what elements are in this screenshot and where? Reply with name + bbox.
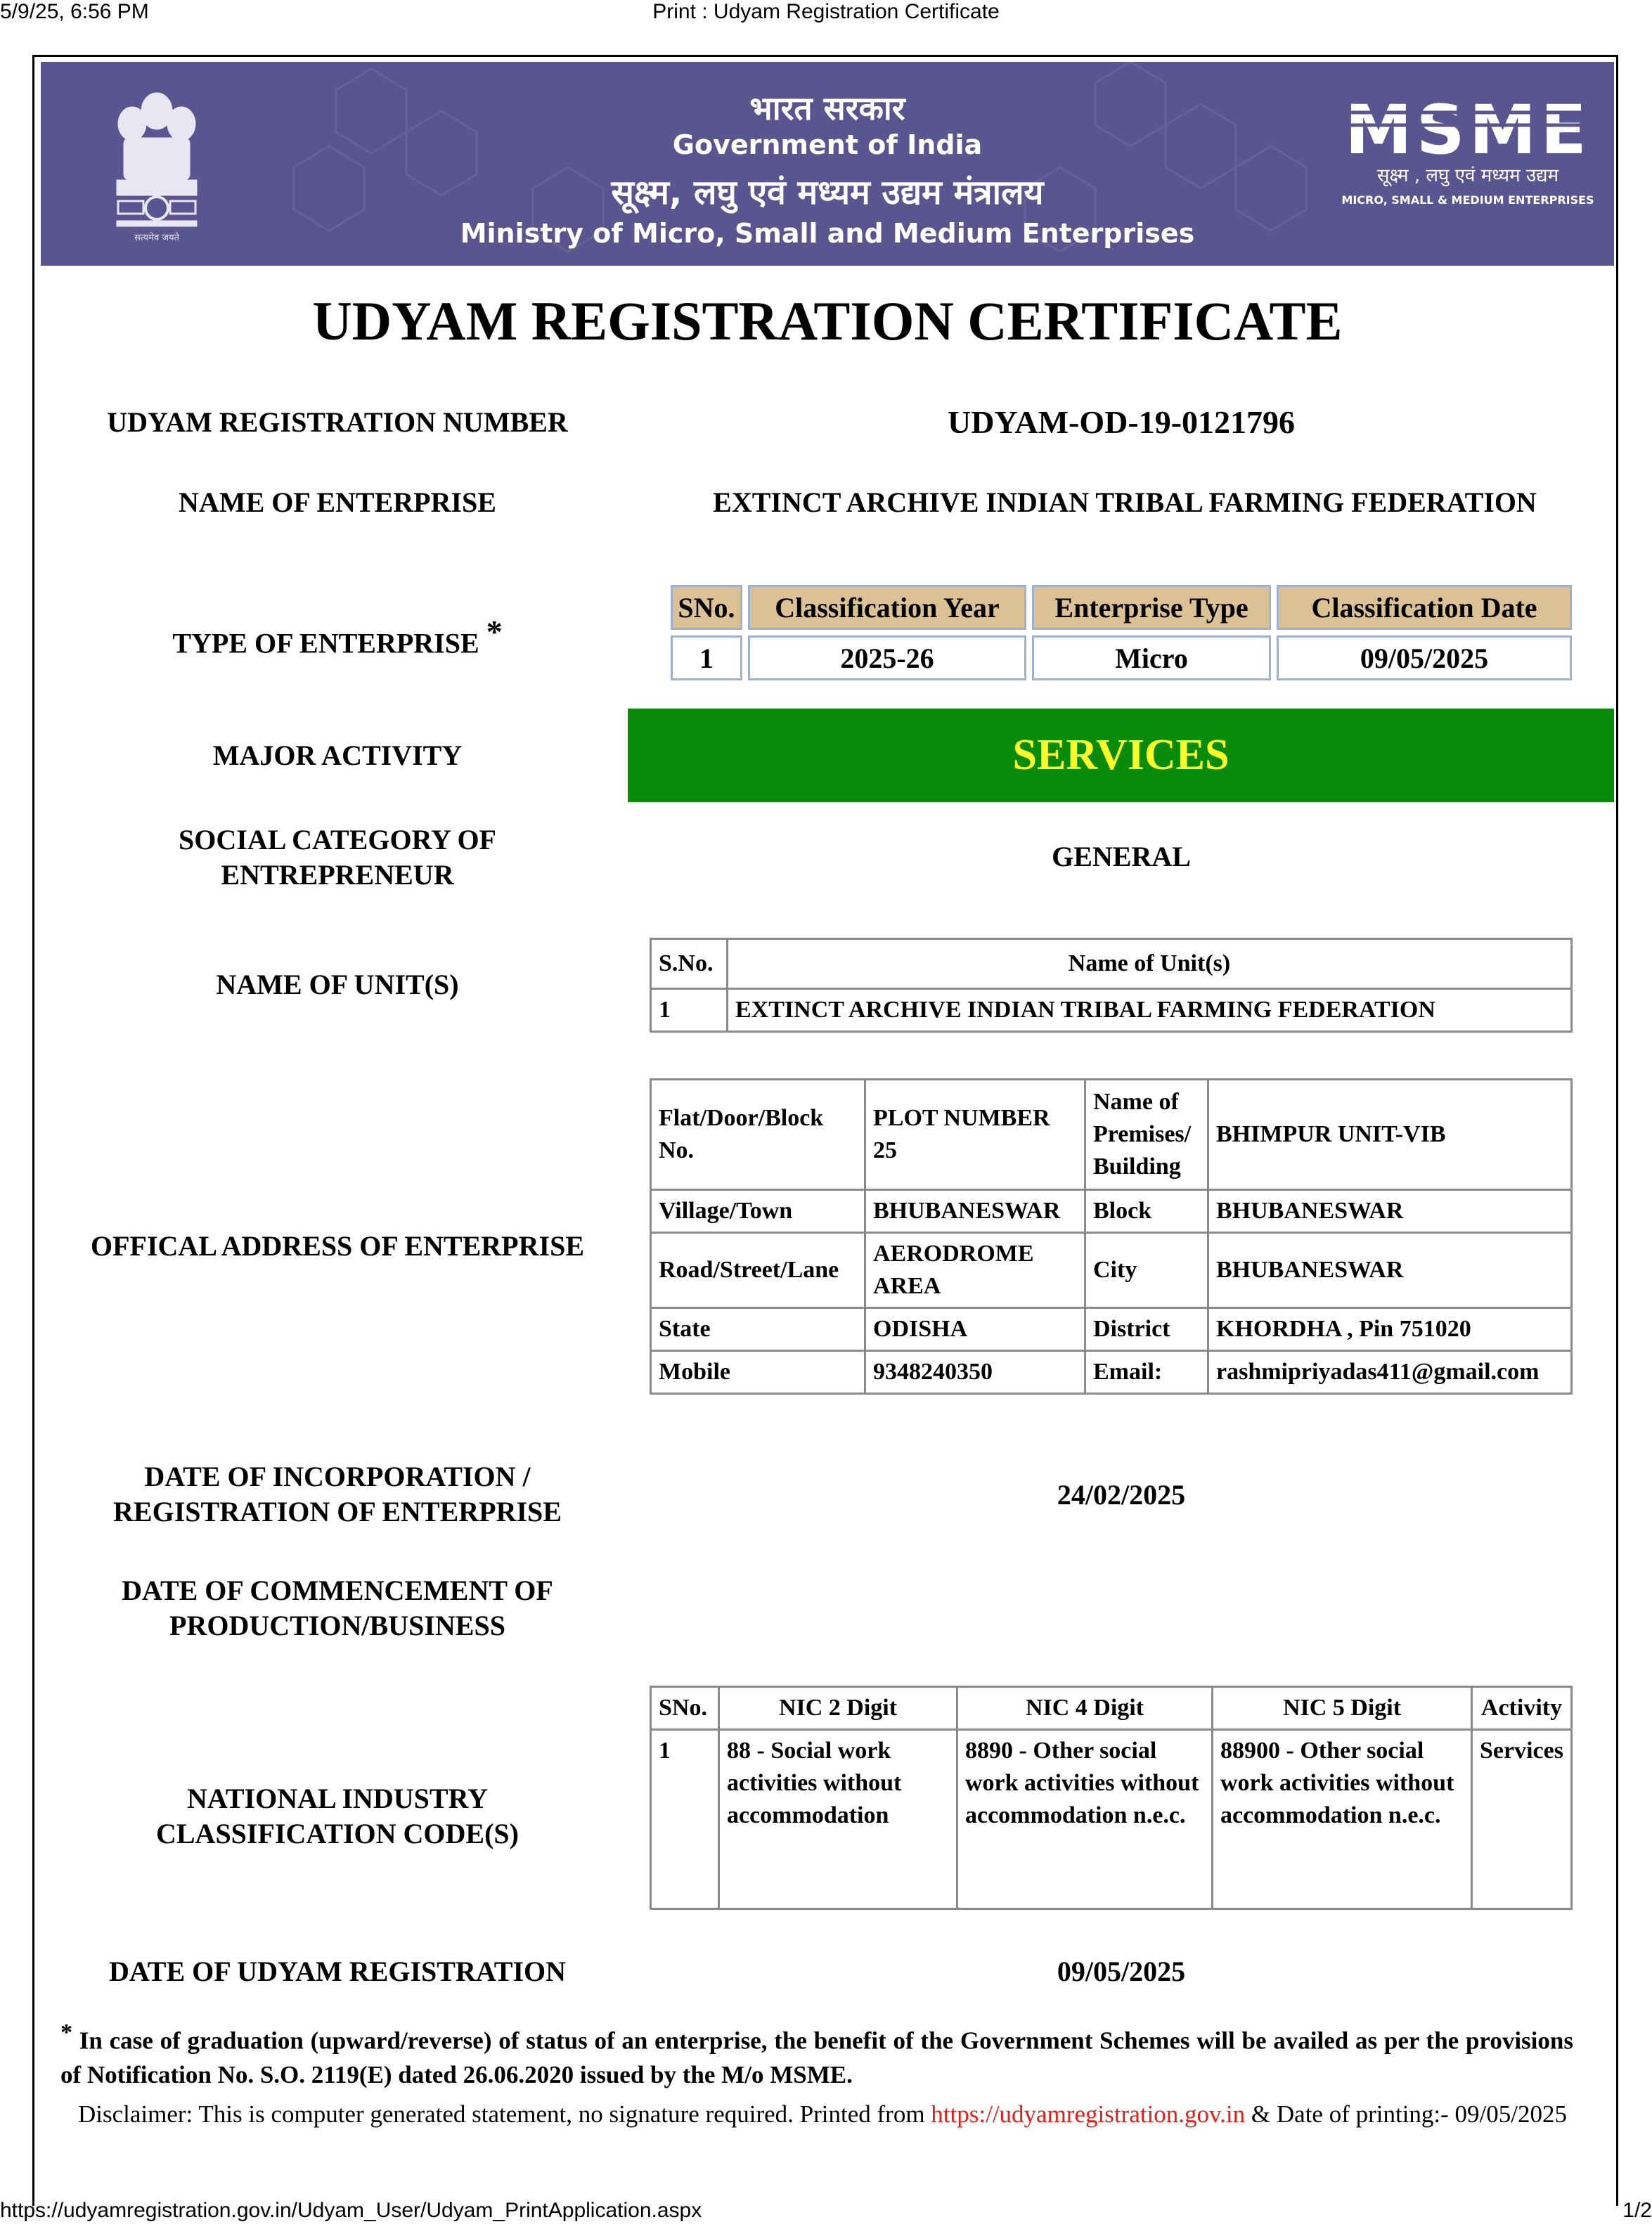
address-block-label: Block [1085, 1190, 1208, 1233]
commencement-label-line2: PRODUCTION/BUSINESS [169, 1610, 505, 1641]
nic-header-sno: SNo. [651, 1687, 719, 1730]
graduation-footnote [60, 2016, 1573, 2092]
type-cell-sno: 1 [671, 635, 742, 680]
type-header-sno: SNo. [671, 585, 742, 630]
msme-logo [1334, 80, 1601, 263]
nic-cell-activity: Services [1472, 1730, 1572, 1909]
address-label: OFFICAL ADDRESS OF ENTERPRISE [91, 1230, 584, 1262]
nic-label-line2: CLASSIFICATION CODE(S) [155, 1818, 519, 1849]
incorporation-date: 24/02/2025 [1057, 1479, 1186, 1511]
disclaimer-suffix: & Date of printing:- 09/05/2025 [1245, 2100, 1568, 2128]
units-cell-sno: 1 [651, 989, 728, 1032]
address-block-value: BHUBANESWAR [1208, 1190, 1572, 1233]
address-email-label: Email: [1085, 1351, 1208, 1394]
address-road-value: AERODROME AREA [865, 1233, 1085, 1308]
msme-logo-text: MSME [1345, 91, 1591, 169]
address-email-value: rashmipriyadas411@gmail.com [1208, 1351, 1572, 1394]
nic-cell-sno: 1 [651, 1730, 719, 1909]
address-mobile-value: 9348240350 [865, 1351, 1085, 1394]
print-footer [0, 2199, 1652, 2227]
footnote-text: In case of graduation (upward/reverse) of status of an enterprise, the benefit of the Government Schemes will be availed as per the provisions of Notification No. S.O. 2119(E) dated 26.06.2020 issued by the M/o MSME. [60, 2027, 1573, 2088]
type-header-date: Classification Date [1277, 585, 1572, 630]
address-premises-label: Name of Premises/ Building [1085, 1080, 1208, 1190]
commencement-label [49, 1573, 626, 1643]
table-row [651, 989, 1572, 1032]
address-flat-label: Flat/Door/Block No. [651, 1080, 865, 1190]
udyam-date-value: 09/05/2025 [1057, 1956, 1186, 1987]
incorporation-label-line2: REGISTRATION OF ENTERPRISE [113, 1496, 562, 1527]
nic-header-4digit: NIC 4 Digit [957, 1687, 1213, 1730]
address-district-value: KHORDHA , Pin 751020 [1208, 1308, 1572, 1351]
banner-hindi-government: भारत सरकार [749, 89, 905, 127]
units-cell-name: EXTINCT ARCHIVE INDIAN TRIBAL FARMING FEDERATION [728, 989, 1572, 1032]
reg-number-label: UDYAM REGISTRATION NUMBER [107, 406, 568, 438]
print-header [0, 0, 1652, 28]
incorporation-label [49, 1459, 626, 1530]
type-cell-type: Micro [1032, 635, 1271, 680]
table-row [651, 1233, 1572, 1308]
disclaimer [77, 2098, 1568, 2131]
print-page-number: 1/2 [1622, 2199, 1652, 2222]
footnote-asterisk: * [60, 2020, 72, 2046]
address-state-value: ODISHA [865, 1308, 1085, 1351]
enterprise-type-label [49, 614, 626, 661]
units-table [650, 938, 1573, 1033]
address-village-label: Village/Town [651, 1190, 865, 1233]
nic-table [650, 1686, 1573, 1910]
address-city-value: BHUBANESWAR [1208, 1233, 1572, 1308]
table-row [651, 1730, 1572, 1909]
print-url: https://udyamregistration.gov.in/Udyam_User/Udyam_PrintApplication.aspx [0, 2199, 702, 2222]
enterprise-type-table [665, 579, 1577, 686]
banner-government: Government of India [672, 129, 983, 160]
address-premises-value: BHIMPUR UNIT-VIB [1208, 1080, 1572, 1190]
units-header-name: Name of Unit(s) [728, 939, 1572, 989]
table-row [651, 1308, 1572, 1351]
disclaimer-prefix: Disclaimer: This is computer generated statement, no signature required. Printed from [77, 2100, 931, 2128]
type-header-year: Classification Year [748, 585, 1026, 630]
major-activity-label: MAJOR ACTIVITY [212, 739, 463, 771]
incorporation-label-line1: DATE OF INCORPORATION / [144, 1461, 531, 1492]
units-label: NAME OF UNIT(S) [216, 969, 459, 1000]
udyam-website-link[interactable]: https://udyamregistration.gov.in [931, 2100, 1246, 2128]
table-row [651, 1351, 1572, 1394]
table-row [651, 1080, 1572, 1190]
nic-cell-5digit: 88900 - Other social work activities without accommodation n.e.c. [1213, 1730, 1472, 1909]
address-state-label: State [651, 1308, 865, 1351]
address-table [650, 1078, 1573, 1395]
major-activity-value: SERVICES [628, 709, 1614, 802]
units-header-sno: S.No. [651, 939, 728, 989]
print-datetime: 5/9/25, 6:56 PM [0, 0, 149, 23]
social-category-label-line1: SOCIAL CATEGORY OF [179, 824, 496, 855]
address-mobile-label: Mobile [651, 1351, 865, 1394]
enterprise-name-label: NAME OF ENTERPRISE [179, 486, 496, 518]
reg-number-value: UDYAM-OD-19-0121796 [947, 404, 1296, 440]
address-road-label: Road/Street/Lane [651, 1233, 865, 1308]
nic-cell-4digit: 8890 - Other social work activities without accommodation n.e.c. [957, 1730, 1213, 1909]
table-row [651, 1190, 1572, 1233]
enterprise-name-value: EXTINCT ARCHIVE INDIAN TRIBAL FARMING FEDERATION [713, 486, 1537, 518]
address-city-label: City [1085, 1233, 1208, 1308]
banner-ministry: Ministry of Micro, Small and Medium Enterprises [460, 218, 1195, 249]
nic-label-line1: NATIONAL INDUSTRY [187, 1783, 488, 1814]
address-village-value: BHUBANESWAR [865, 1190, 1085, 1233]
enterprise-type-asterisk: * [486, 614, 503, 650]
udyam-date-label: DATE OF UDYAM REGISTRATION [108, 1956, 567, 1987]
type-cell-date: 09/05/2025 [1277, 635, 1572, 680]
address-flat-value: PLOT NUMBER 25 [865, 1080, 1085, 1190]
social-category-label-line2: ENTREPRENEUR [221, 859, 454, 891]
type-cell-year: 2025-26 [748, 635, 1026, 680]
nic-header-activity: Activity [1472, 1687, 1572, 1730]
emblem-motto: सत्यमेव जयते [134, 233, 179, 243]
address-district-label: District [1085, 1308, 1208, 1351]
nic-header-5digit: NIC 5 Digit [1213, 1687, 1472, 1730]
print-page-title: Print : Udyam Registration Certificate [652, 0, 1000, 23]
enterprise-type-label-text: TYPE OF ENTERPRISE [172, 627, 479, 659]
certificate-title: UDYAM REGISTRATION CERTIFICATE [312, 290, 1343, 351]
msme-hindi: सूक्ष्म , लघु एवं मध्यम उद्यम [1376, 165, 1559, 186]
banner-hindi-ministry: सूक्ष्म, लघु एवं मध्यम उद्यम मंत्रालय [611, 173, 1044, 212]
nic-header-2digit: NIC 2 Digit [719, 1687, 957, 1730]
government-banner [41, 62, 1614, 266]
nic-cell-2digit: 88 - Social work activities without accommodation [719, 1730, 957, 1909]
table-row [671, 635, 1572, 680]
commencement-label-line1: DATE OF COMMENCEMENT OF [122, 1575, 553, 1606]
social-category-label [49, 822, 626, 893]
msme-subtitle: MICRO, SMALL & MEDIUM ENTERPRISES [1341, 193, 1594, 207]
nic-label [49, 1781, 626, 1852]
type-header-type: Enterprise Type [1032, 585, 1271, 630]
social-category-value: GENERAL [1052, 841, 1191, 872]
